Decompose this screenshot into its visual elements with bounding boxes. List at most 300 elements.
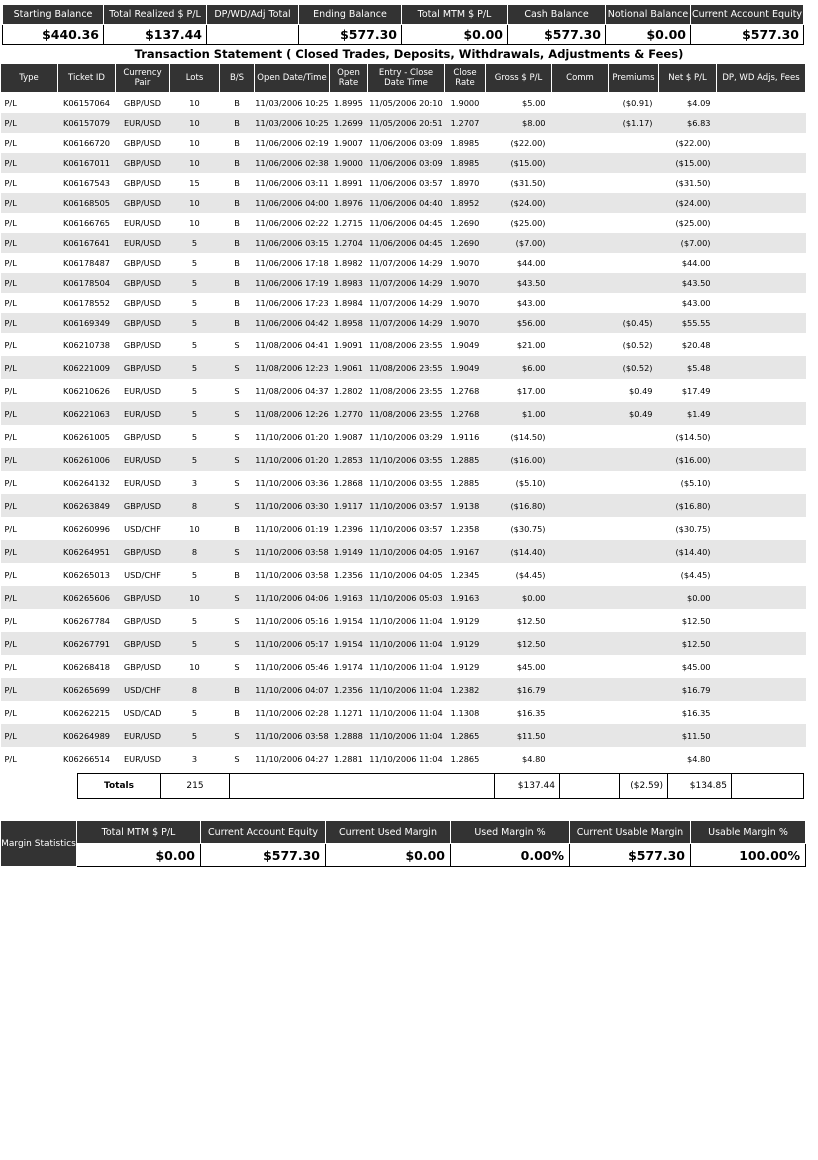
cell-open-rate: 1.2888	[330, 724, 368, 747]
cell-premiums	[609, 425, 659, 448]
cell-comm	[552, 701, 609, 724]
table-row	[1, 233, 806, 253]
cell-gross-pl: $21.00	[516, 339, 546, 350]
cell-lots: 10	[170, 113, 220, 133]
totals-net: $134.85	[668, 774, 732, 799]
summary-header: Cash Balance	[508, 5, 606, 25]
cell-buy-sell: B	[220, 273, 255, 293]
cell-dp-wd-adj-fees	[717, 471, 806, 494]
cell-type: P/L	[1, 273, 58, 293]
table-row	[1, 153, 806, 173]
margin-header: Total MTM $ P/L	[77, 821, 201, 844]
cell-comm	[552, 563, 609, 586]
cell-close-date-time: 11/05/2006 20:51	[368, 113, 445, 133]
cell-close-rate: 1.9070	[450, 298, 480, 308]
cell-open-date-time: 11/06/2006 04:42	[255, 313, 330, 333]
cell-lots: 5	[170, 724, 220, 747]
cell-close-date-time: 11/06/2006 04:40	[368, 193, 445, 213]
cell-ticket-id: K06268418	[62, 661, 111, 672]
cell-premiums	[609, 193, 659, 213]
cell-type: P/L	[4, 385, 17, 396]
table-row	[1, 586, 806, 609]
cell-premiums	[609, 678, 659, 701]
cell-ticket-id: K06221063	[58, 402, 116, 425]
cell-close-date-time: 11/06/2006 03:57	[369, 178, 443, 188]
statement-title: Transaction Statement ( Closed Trades, Deposits, Withdrawals, Adjustments & Fees)	[134, 47, 684, 61]
cell-close-date-time: 11/10/2006 04:05	[368, 540, 445, 563]
cell-close-rate: 1.2865	[450, 753, 480, 764]
table-row	[1, 517, 806, 540]
cell-type: P/L	[4, 339, 17, 350]
cell-ticket-id: K06178487	[62, 258, 111, 268]
cell-open-date-time: 11/06/2006 03:11	[255, 178, 329, 188]
cell-close-date-time: 11/10/2006 11:04	[369, 753, 443, 764]
cell-close-rate: 1.8985	[445, 153, 486, 173]
cell-ticket-id: K06262215	[62, 707, 111, 718]
cell-buy-sell: B	[220, 113, 255, 133]
cell-buy-sell: B	[234, 138, 240, 148]
cell-comm	[552, 333, 609, 356]
totals-lots: 215	[161, 774, 230, 799]
cell-dp-wd-adj-fees	[717, 193, 806, 213]
cell-gross-pl: ($15.00)	[486, 153, 552, 173]
cell-net-pl: ($25.00)	[675, 218, 711, 228]
margin-header: Current Usable Margin	[570, 821, 691, 844]
table-row	[1, 609, 806, 632]
cell-buy-sell: B	[234, 707, 240, 718]
cell-currency-pair: GBP/USD	[123, 298, 162, 308]
cell-lots: 5	[191, 707, 198, 718]
cell-lots: 5	[170, 356, 220, 379]
cell-open-rate: 1.2802	[334, 385, 363, 396]
cell-open-date-time: 11/06/2006 04:00	[255, 193, 330, 213]
cell-lots: 5	[170, 632, 220, 655]
cell-close-date-time: 11/07/2006 14:29	[369, 298, 443, 308]
cell-comm	[552, 724, 609, 747]
cell-net-pl: $43.50	[659, 273, 717, 293]
column-header-type: Type	[1, 64, 58, 93]
cash-balance-value: $577.30	[508, 25, 606, 45]
margin-header: Current Used Margin	[326, 821, 451, 844]
cell-net-pl: $17.49	[681, 385, 711, 396]
cell-close-date-time: 11/06/2006 04:45	[369, 218, 443, 228]
cell-lots: 15	[189, 178, 200, 188]
summary-header: Ending Balance	[299, 5, 402, 25]
table-row	[1, 293, 806, 313]
cell-dp-wd-adj-fees	[717, 402, 806, 425]
cell-gross-pl: $43.50	[486, 273, 552, 293]
cell-currency-pair: GBP/USD	[116, 153, 170, 173]
table-row	[1, 471, 806, 494]
cell-open-date-time: 11/10/2006 01:20	[255, 448, 330, 471]
cell-type: P/L	[4, 178, 17, 188]
summary-header: Notional Balance	[606, 5, 691, 25]
cell-comm	[552, 678, 609, 701]
cell-open-rate: 1.2868	[334, 477, 363, 488]
total-realized-pl-value: $137.44	[104, 25, 207, 45]
cell-open-rate: 1.8984	[334, 298, 363, 308]
cell-open-date-time: 11/03/2006 10:25	[255, 113, 330, 133]
cell-comm	[552, 379, 609, 402]
cell-type: P/L	[1, 632, 58, 655]
cell-type: P/L	[4, 523, 17, 534]
cell-close-rate: 1.9167	[445, 540, 486, 563]
column-header-close-rate: Close Rate	[445, 64, 486, 93]
cell-open-date-time: 11/10/2006 03:58	[255, 569, 329, 580]
summary-header: Current Account Equity	[691, 5, 804, 25]
cell-gross-pl: $45.00	[516, 661, 546, 672]
cell-lots: 5	[191, 298, 198, 308]
cell-close-date-time: 11/06/2006 03:09	[368, 153, 445, 173]
transaction-body	[1, 93, 806, 771]
cell-premiums	[609, 540, 659, 563]
cell-close-date-time: 11/10/2006 03:29	[369, 431, 443, 442]
cell-dp-wd-adj-fees	[717, 213, 806, 233]
cell-close-date-time: 11/10/2006 11:04	[369, 661, 443, 672]
cell-gross-pl: ($14.40)	[486, 540, 552, 563]
table-row	[1, 655, 806, 678]
cell-premiums	[609, 632, 659, 655]
cell-comm	[552, 655, 609, 678]
cell-net-pl: $4.80	[687, 753, 711, 764]
cell-gross-pl: ($30.75)	[510, 523, 546, 534]
cell-open-rate: 1.9174	[334, 661, 363, 672]
cell-close-rate: 1.8970	[450, 178, 480, 188]
transaction-header-row	[1, 64, 806, 93]
cell-type: P/L	[4, 138, 17, 148]
cell-premiums	[609, 273, 659, 293]
cell-comm	[552, 609, 609, 632]
cell-type: P/L	[4, 661, 17, 672]
cell-close-date-time: 11/08/2006 23:55	[369, 339, 443, 350]
table-row	[1, 448, 806, 471]
cell-lots: 8	[170, 540, 220, 563]
cell-buy-sell: S	[234, 753, 240, 764]
cell-open-rate: 1.2881	[334, 753, 363, 764]
cell-buy-sell: B	[220, 313, 255, 333]
cell-currency-pair: USD/CHF	[124, 569, 161, 580]
cell-buy-sell: B	[220, 678, 255, 701]
cell-comm	[552, 747, 609, 770]
cell-open-date-time: 11/10/2006 04:06	[255, 586, 330, 609]
cell-type: P/L	[1, 113, 58, 133]
cell-net-pl: $55.55	[659, 313, 717, 333]
cell-close-rate: 1.9163	[445, 586, 486, 609]
cell-buy-sell: S	[220, 540, 255, 563]
cell-net-pl: ($16.80)	[659, 494, 717, 517]
cell-open-rate: 1.9117	[330, 494, 368, 517]
cell-open-rate: 1.2356	[330, 678, 368, 701]
cell-comm	[552, 517, 609, 540]
cell-net-pl: ($31.50)	[675, 178, 711, 188]
cell-comm	[552, 173, 609, 193]
cell-ticket-id: K06210738	[62, 339, 111, 350]
cell-open-date-time: 11/10/2006 02:28	[255, 707, 329, 718]
cell-buy-sell: B	[234, 298, 240, 308]
totals-spacer	[230, 774, 495, 799]
cell-type: P/L	[4, 98, 17, 108]
summary-header: Starting Balance	[3, 5, 104, 25]
cell-type: P/L	[1, 540, 58, 563]
table-row	[1, 540, 806, 563]
cell-premiums	[609, 153, 659, 173]
cell-dp-wd-adj-fees	[717, 655, 806, 678]
cell-gross-pl: $12.50	[516, 615, 546, 626]
cell-open-date-time: 11/10/2006 03:58	[255, 540, 330, 563]
cell-comm	[552, 133, 609, 153]
table-row	[1, 356, 806, 379]
cell-dp-wd-adj-fees	[717, 379, 806, 402]
cell-comm	[552, 233, 609, 253]
cell-open-date-time: 11/06/2006 17:19	[255, 273, 330, 293]
cell-currency-pair: GBP/USD	[116, 540, 170, 563]
cell-ticket-id: K06260996	[62, 523, 111, 534]
table-row	[1, 193, 806, 213]
cell-close-rate: 1.8985	[450, 138, 480, 148]
table-row	[1, 313, 806, 333]
cell-premiums	[609, 655, 659, 678]
cell-dp-wd-adj-fees	[717, 701, 806, 724]
cell-dp-wd-adj-fees	[717, 233, 806, 253]
cell-gross-pl: $44.00	[516, 258, 546, 268]
cell-gross-pl: $12.50	[486, 632, 552, 655]
cell-dp-wd-adj-fees	[717, 540, 806, 563]
margin-header: Used Margin %	[451, 821, 570, 844]
cell-ticket-id: K06261005	[62, 431, 111, 442]
cell-gross-pl: ($31.50)	[510, 178, 546, 188]
cell-open-date-time: 11/10/2006 01:19	[255, 523, 329, 534]
cell-lots: 5	[191, 339, 198, 350]
cell-ticket-id: K06167543	[62, 178, 111, 188]
ending-balance-value: $577.30	[299, 25, 402, 45]
cell-premiums	[609, 233, 659, 253]
cell-buy-sell: S	[234, 615, 240, 626]
cell-lots: 5	[170, 233, 220, 253]
cell-net-pl: $16.79	[659, 678, 717, 701]
table-row	[1, 402, 806, 425]
cell-premiums: $0.49	[629, 385, 653, 396]
cell-net-pl: ($4.45)	[680, 569, 711, 580]
cell-currency-pair: GBP/USD	[116, 356, 170, 379]
cell-ticket-id: K06166720	[62, 138, 111, 148]
cell-ticket-id: K06264132	[62, 477, 111, 488]
table-row	[1, 678, 806, 701]
cell-close-rate: 1.2768	[450, 385, 480, 396]
cell-close-date-time: 11/10/2006 11:04	[369, 615, 443, 626]
cell-buy-sell: B	[220, 233, 255, 253]
column-header-ticket-id: Ticket ID	[58, 64, 116, 93]
cell-currency-pair: EUR/USD	[123, 385, 162, 396]
cell-lots: 5	[191, 569, 198, 580]
cell-close-date-time: 11/10/2006 11:04	[368, 724, 445, 747]
column-header-lots: Lots	[170, 64, 220, 93]
cell-dp-wd-adj-fees	[717, 494, 806, 517]
cell-premiums	[609, 213, 659, 233]
cell-gross-pl: $0.00	[486, 586, 552, 609]
cell-currency-pair: EUR/USD	[116, 402, 170, 425]
cell-gross-pl: $6.00	[486, 356, 552, 379]
cell-currency-pair: EUR/USD	[123, 753, 162, 764]
cell-comm	[552, 425, 609, 448]
margin-statistics-table	[0, 820, 806, 867]
cell-close-rate: 1.2358	[450, 523, 480, 534]
cell-open-date-time: 11/10/2006 01:20	[255, 431, 329, 442]
cell-close-date-time: 11/10/2006 04:05	[369, 569, 443, 580]
notional-balance-value: $0.00	[606, 25, 691, 45]
cell-currency-pair: USD/CAD	[123, 707, 162, 718]
cell-net-pl: $20.48	[681, 339, 711, 350]
cell-open-date-time: 11/06/2006 02:22	[255, 218, 329, 228]
margin-usable-margin-value: $577.30	[570, 844, 691, 867]
cell-dp-wd-adj-fees	[717, 425, 806, 448]
cell-currency-pair: GBP/USD	[123, 615, 162, 626]
cell-close-rate: 1.9070	[445, 313, 486, 333]
cell-buy-sell: S	[220, 586, 255, 609]
column-header-comm: Comm	[552, 64, 609, 93]
cell-type: P/L	[1, 448, 58, 471]
cell-ticket-id: K06167641	[58, 233, 116, 253]
cell-gross-pl: $16.79	[486, 678, 552, 701]
cell-close-rate: 1.9070	[445, 273, 486, 293]
table-row	[1, 333, 806, 356]
cell-close-date-time: 11/10/2006 03:55	[368, 448, 445, 471]
cell-type: P/L	[4, 707, 17, 718]
cell-lots: 10	[189, 218, 200, 228]
current-account-equity-value: $577.30	[691, 25, 804, 45]
cell-close-rate: 1.2885	[445, 448, 486, 471]
cell-open-date-time: 11/10/2006 03:58	[255, 724, 330, 747]
cell-open-rate: 1.2396	[334, 523, 363, 534]
cell-buy-sell: B	[234, 523, 240, 534]
summary-value-row	[3, 25, 804, 45]
cell-close-date-time: 11/07/2006 14:29	[369, 258, 443, 268]
cell-close-date-time: 11/07/2006 14:29	[368, 273, 445, 293]
table-row	[1, 273, 806, 293]
starting-balance-value: $440.36	[3, 25, 104, 45]
table-row	[1, 724, 806, 747]
cell-gross-pl: ($5.10)	[515, 477, 546, 488]
cell-comm	[552, 471, 609, 494]
cell-open-rate: 1.2704	[330, 233, 368, 253]
cell-buy-sell: S	[234, 661, 240, 672]
cell-net-pl: $12.50	[681, 615, 711, 626]
cell-net-pl: ($30.75)	[675, 523, 711, 534]
cell-gross-pl: $43.00	[516, 298, 546, 308]
cell-currency-pair: USD/CHF	[124, 523, 161, 534]
cell-type: P/L	[1, 402, 58, 425]
cell-net-pl: ($16.00)	[659, 448, 717, 471]
cell-currency-pair: EUR/USD	[123, 477, 162, 488]
cell-premiums: ($1.17)	[609, 113, 659, 133]
cell-ticket-id: K06265699	[58, 678, 116, 701]
cell-comm	[552, 253, 609, 273]
cell-dp-wd-adj-fees	[717, 153, 806, 173]
cell-ticket-id: K06266514	[62, 753, 111, 764]
table-row	[1, 632, 806, 655]
cell-close-rate: 1.8952	[445, 193, 486, 213]
cell-close-rate: 1.9129	[450, 615, 480, 626]
table-row	[1, 173, 806, 193]
margin-used-percent-value: 0.00%	[451, 844, 570, 867]
cell-close-date-time: 11/10/2006 11:04	[368, 632, 445, 655]
margin-account-equity-value: $577.30	[201, 844, 326, 867]
table-row	[1, 113, 806, 133]
cell-comm	[552, 494, 609, 517]
cell-type: P/L	[1, 153, 58, 173]
cell-open-rate: 1.9154	[334, 615, 363, 626]
table-row	[1, 133, 806, 153]
cell-type: P/L	[1, 313, 58, 333]
cell-premiums	[609, 701, 659, 724]
cell-close-rate: 1.9049	[445, 356, 486, 379]
cell-open-date-time: 11/10/2006 04:27	[255, 753, 329, 764]
cell-premiums	[609, 173, 659, 193]
cell-close-rate: 1.9129	[445, 632, 486, 655]
account-summary-table	[2, 4, 804, 45]
cell-open-rate: 1.8991	[334, 178, 363, 188]
cell-open-rate: 1.9091	[334, 339, 363, 350]
cell-premiums	[609, 586, 659, 609]
cell-open-rate: 1.9000	[330, 153, 368, 173]
cell-open-date-time: 11/08/2006 04:37	[255, 385, 329, 396]
cell-comm	[552, 213, 609, 233]
cell-open-date-time: 11/06/2006 02:19	[255, 138, 329, 148]
cell-open-date-time: 11/08/2006 04:41	[255, 339, 329, 350]
cell-lots: 10	[170, 586, 220, 609]
cell-premiums	[609, 471, 659, 494]
cell-ticket-id: K06168505	[58, 193, 116, 213]
cell-open-rate: 1.8958	[330, 313, 368, 333]
cell-currency-pair: EUR/USD	[116, 233, 170, 253]
cell-close-date-time: 11/06/2006 04:45	[368, 233, 445, 253]
cell-comm	[552, 193, 609, 213]
cell-type: P/L	[4, 569, 17, 580]
cell-dp-wd-adj-fees	[717, 563, 806, 586]
column-header-buy-sell: B/S	[220, 64, 255, 93]
cell-premiums	[609, 609, 659, 632]
cell-open-date-time: 11/10/2006 03:30	[255, 494, 330, 517]
cell-open-date-time: 11/10/2006 05:46	[255, 661, 329, 672]
cell-ticket-id: K06166765	[62, 218, 111, 228]
cell-open-rate: 1.9149	[330, 540, 368, 563]
cell-open-date-time: 11/06/2006 17:18	[255, 258, 329, 268]
cell-currency-pair: GBP/USD	[116, 632, 170, 655]
cell-buy-sell: B	[234, 569, 240, 580]
cell-currency-pair: GBP/USD	[123, 339, 162, 350]
cell-premiums	[609, 724, 659, 747]
cell-currency-pair: GBP/USD	[116, 273, 170, 293]
cell-lots: 5	[191, 385, 198, 396]
cell-type: P/L	[1, 494, 58, 517]
table-row	[1, 253, 806, 273]
cell-open-rate: 1.9061	[330, 356, 368, 379]
column-header-open-date-time: Open Date/Time	[255, 64, 330, 93]
cell-close-date-time: 11/05/2006 20:10	[369, 98, 443, 108]
cell-close-date-time: 11/10/2006 03:57	[368, 494, 445, 517]
cell-gross-pl: ($14.50)	[510, 431, 546, 442]
cell-type: P/L	[1, 678, 58, 701]
cell-ticket-id: K06157064	[62, 98, 111, 108]
cell-close-rate: 1.9070	[450, 258, 480, 268]
margin-statistics-label: Margin Statistics	[1, 821, 77, 867]
cell-lots: 10	[189, 98, 200, 108]
cell-dp-wd-adj-fees	[717, 747, 806, 770]
cell-gross-pl: ($24.00)	[486, 193, 552, 213]
cell-premiums	[609, 293, 659, 313]
table-row	[1, 425, 806, 448]
cell-type: P/L	[4, 258, 17, 268]
cell-net-pl: $16.35	[681, 707, 711, 718]
